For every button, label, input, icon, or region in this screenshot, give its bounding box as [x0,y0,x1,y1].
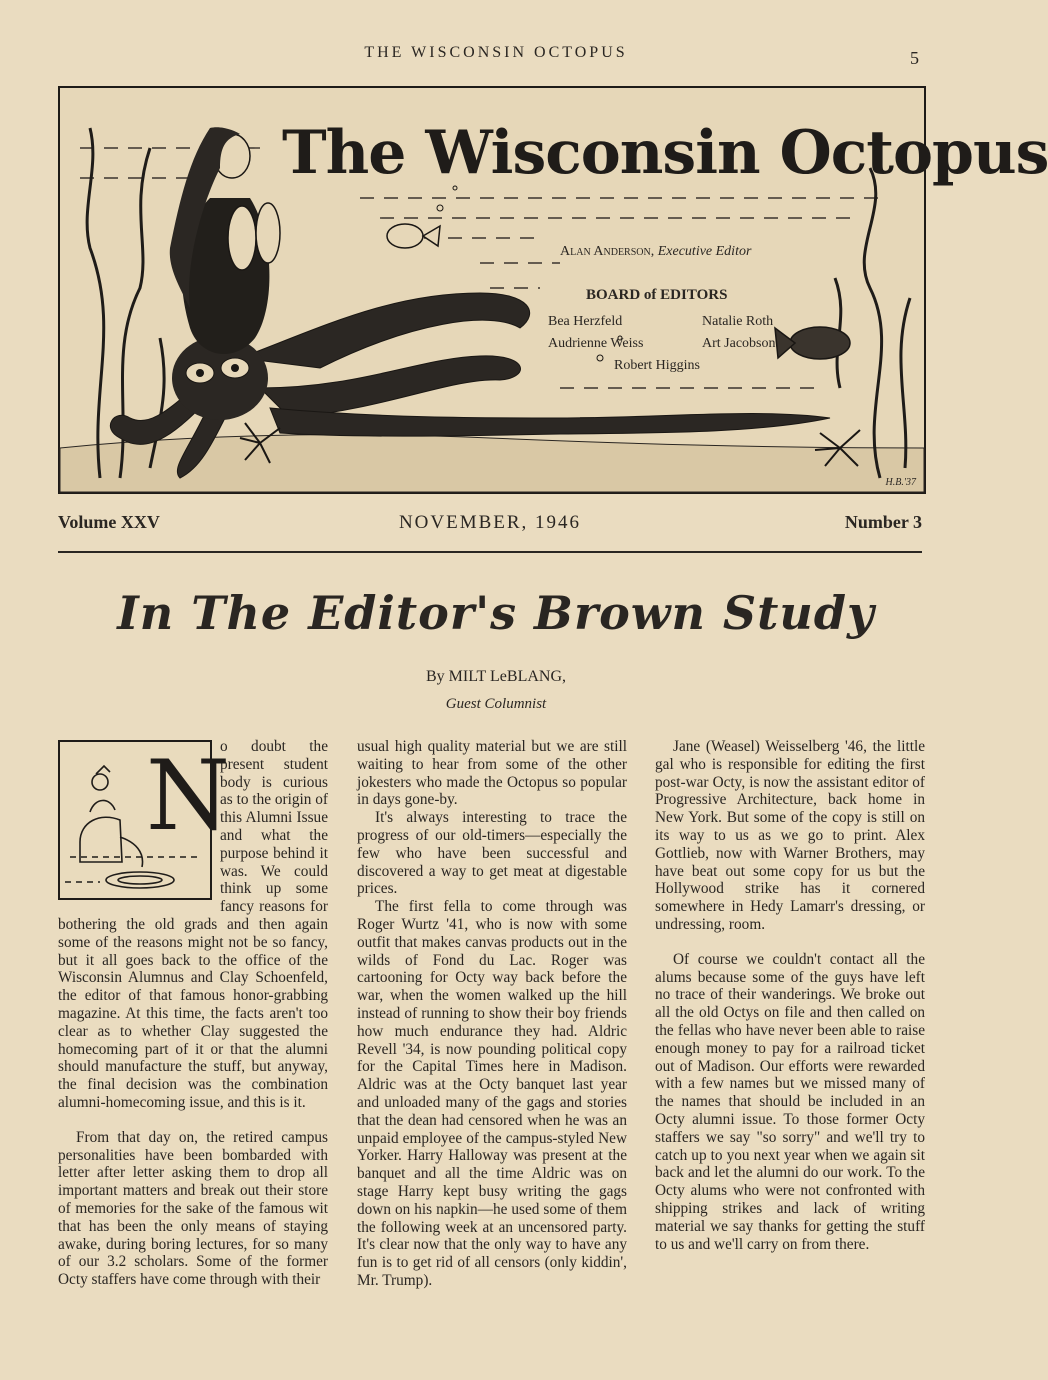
editor-name: Natalie Roth [702,314,774,329]
article-column-3 [655,738,925,1253]
masthead-illustration [58,86,1048,494]
executive-editor-role: Executive Editor [657,244,752,259]
editor-name: Robert Higgins [614,358,700,373]
article-column-2 [357,738,627,1290]
article-paragraph: Jane (Weasel) Weisselberg '46, the little gal who is responsible for editing the first post-war Octy, is now the assistant editor of Progressive Architecture, back home in New York. But some of the copy is still on its way to us as we go to print. Alex Gottlieb, now with Warner Brothers, may have beat out some copy for us but the Hollywood strike has it cornered somewhere in Hedy Lamarr's dressing, or undressing, room. [655,738,925,933]
article-paragraph: The first fella to come through was Roger Wurtz '41, who is now with some outfit that makes canvas products out in the wilds of Fond du Lac. Roger was cartooning for Octy way back before the war, when the women walked up the hill instead of running to show their boy friends how much endurance they had. Aldric Revell '34, is now pounding political copy for the Capital Times here in Madison. Aldric was at the Octy banquet last year and unloaded many of the gags and stories that the dean had censored when he was an unpaid employee of the campus-styled New Yorker. Harry Halloway was present at the banquet and all the time Aldric was on stage Harry kept busy writing the gags down on his napkin—he used some of them the following week at an uncensored party. It's clear now that the only way to have any fun is to get rid of all censors (only kiddin', Mr. Trump). [357,898,627,1289]
article-paragraph: From that day on, the retired campus personalities have been bombarded with letter after letter asking them to drop all important matters and break out their store of memories for the sake of the famous wit that has been the only means of staying awake, during boring lectures, for so many of our 3.2 scholars. Some of the former Octy staffers have come through with their [58,1128,328,1289]
byline-role: Guest Columnist [445,696,547,712]
issue-info-line [58,512,922,536]
divider-rule [58,551,922,553]
running-head: THE WISCONSIN OCTOPUS [364,44,628,61]
issue-number: Number 3 [844,512,922,532]
board-of-editors-title: BOARD of EDITORS [586,287,728,303]
executive-editor [560,244,751,260]
article-paragraph: It's always interesting to trace the progress of our old-timers—especially the few who have been successful and discovered a way to get meat at digestable prices. [357,809,627,898]
page-number: 5 [910,48,919,68]
article-byline: By MILT LeBLANG, [426,668,566,685]
article-column-1 [58,738,328,1289]
executive-editor-name: Alan Anderson, [560,244,655,259]
editor-name: Bea Herzfeld [548,314,623,329]
drop-cap-letter: N [146,740,230,852]
article-paragraph: usual high quality material but we are still waiting to hear from some of the other jokesters who made the Octopus so popular in days gone-by. [357,738,627,809]
drop-cap-illustration [58,740,230,900]
editor-name: Audrienne Weiss [548,336,644,351]
article-paragraph: Of course we couldn't contact all the alums because some of the guys have left no trace of their wanderings. We broke out all the old Octys on file and then called on the fellas who have never been able to raise enough money to pay for a railroad ticket out of Madison. Our efforts were rewarded with a few names but we missed many of the names that should be included in an Octy alumni issue. To those former Octy staffers we say "so sorry" and we'll try to catch up to you next year when we again sit back and let the alumni do our work. To the Octy alums who were not confronted with shipping strikes and lack of writing material we say thanks for getting the stuff to us and we'll carry on from there. [655,950,925,1253]
volume-label: Volume XXV [58,512,160,532]
masthead-title: The Wisconsin Octopus [282,118,1048,188]
artist-signature: H.B.'37 [885,477,916,488]
issue-date: NOVEMBER, 1946 [398,512,582,533]
article-headline: In The Editor's Brown Study [117,586,875,640]
article-paragraph: o doubt the present student body is curious as to the origin of this Alumni Issue and what the purpose behind it was. We could think up some fancy reasons for bothering the old grads and then again some of the reasons might not be so fancy, but it all goes back to the office of the Wisconsin Alumnus and Clay Schoenfeld, the editor of that famous honor-grabbing magazine. At this time, the facts aren't too clear as to whether Clay suggested the homecoming part of it or that the alumni should manufacture the stuff, but anyway, the final decision was the combination alumni-homecoming issue, and this is it. [58,738,328,1111]
editor-name: Art Jacobson [702,336,776,351]
